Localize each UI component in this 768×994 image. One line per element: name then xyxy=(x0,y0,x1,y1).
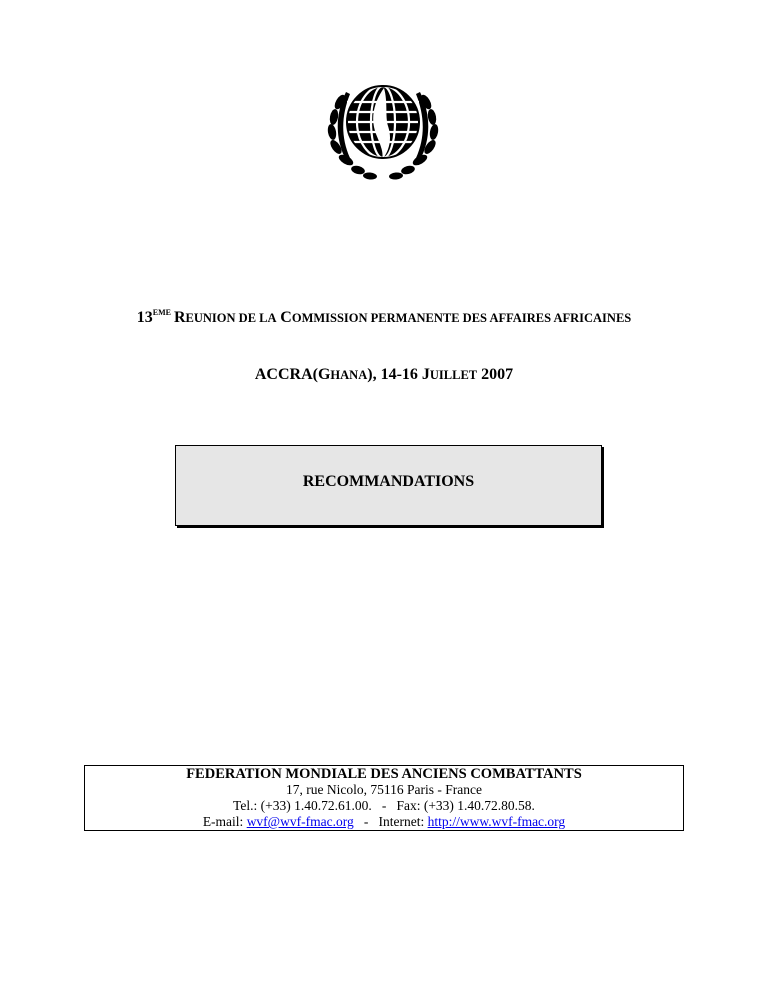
recommendations-title: RECOMMANDATIONS xyxy=(302,473,475,490)
venue-country-rest: HANA xyxy=(330,368,368,382)
venue-year: 2007 xyxy=(481,366,514,383)
footer-links xyxy=(85,814,683,830)
footer-email-label: E-mail: xyxy=(202,814,247,829)
meeting-venue xyxy=(0,366,768,384)
heading-c-initial: C xyxy=(280,309,292,326)
venue-j-initial: J xyxy=(421,366,430,383)
footer-website-link[interactable]: http://www.wvf-fmac.org xyxy=(427,814,566,829)
globe-laurel-wreath-icon xyxy=(318,72,448,187)
venue-month-rest: UILLET xyxy=(429,368,478,382)
heading-number: 13 xyxy=(136,309,153,326)
footer-contact-box xyxy=(84,765,684,831)
venue-dates-prefix: ), 14-16 xyxy=(367,366,422,383)
footer-separator: - xyxy=(353,814,379,829)
footer-org-name: FEDERATION MONDIALE DES ANCIENS COMBATTANTS xyxy=(186,766,582,782)
venue-city: ACCRA( xyxy=(254,366,318,383)
heading-superscript: EME xyxy=(152,308,171,317)
heading-c-rest: OMMISSION PERMANENTE DES AFFAIRES AFRICAINES xyxy=(291,311,632,325)
meeting-heading xyxy=(0,308,768,327)
footer-internet-label: Internet: xyxy=(378,814,428,829)
venue-g-initial: G xyxy=(317,366,331,383)
recommendations-box xyxy=(175,445,602,526)
footer-email-link[interactable]: wvf@wvf-fmac.org xyxy=(246,814,354,829)
footer-address: 17, rue Nicolo, 75116 Paris - France xyxy=(286,782,482,797)
footer-phones: Tel.: (+33) 1.40.72.61.00. - Fax: (+33) 1.40.72.80.58. xyxy=(233,798,535,813)
heading-r-initial: R xyxy=(173,309,186,326)
heading-r-rest: EUNION DE LA xyxy=(185,311,277,325)
